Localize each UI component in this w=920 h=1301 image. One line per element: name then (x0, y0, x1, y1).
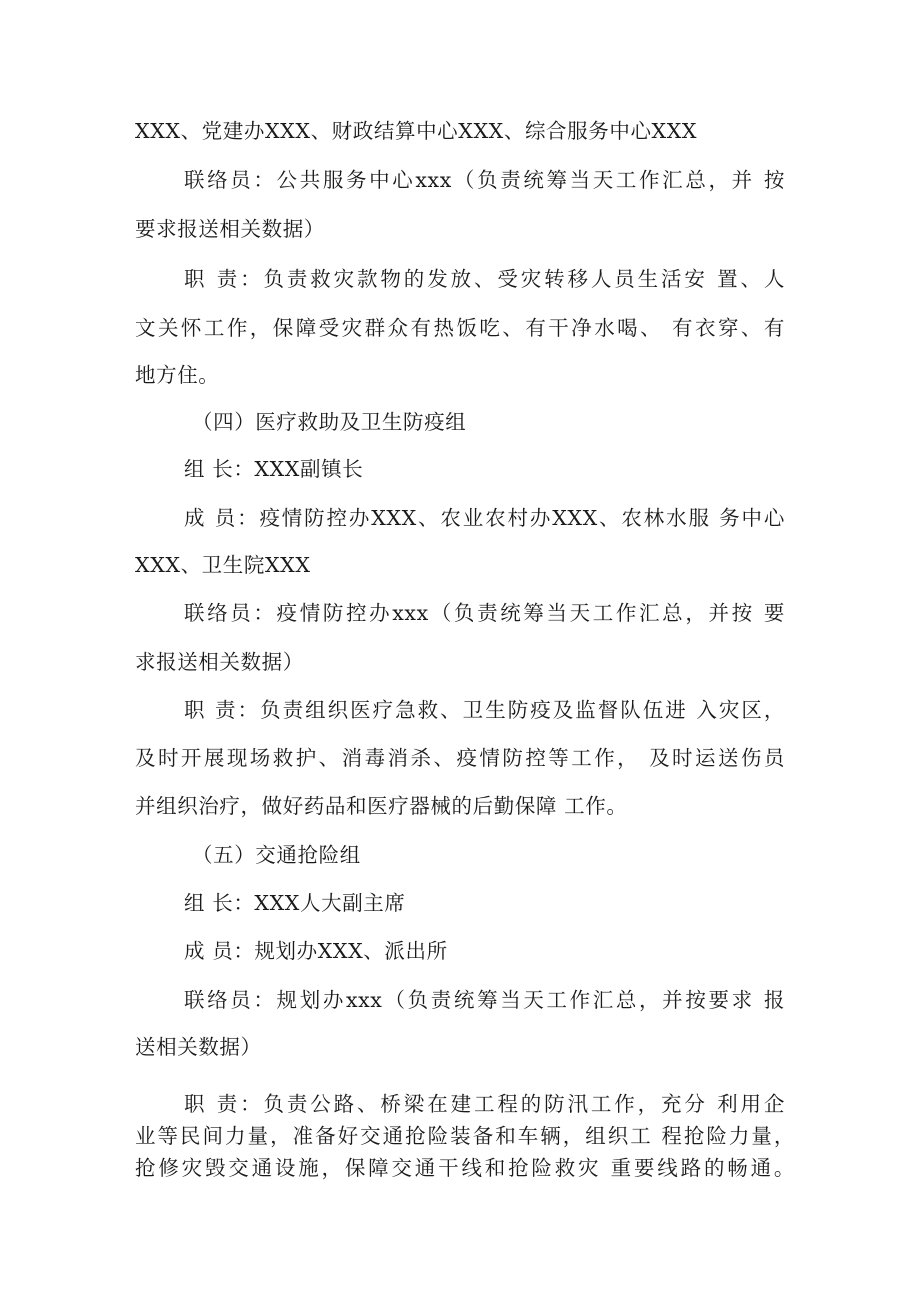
text-line: 成 员：规划办XXX、派出所 (184, 939, 448, 963)
text-line: 文关怀工作，保障受灾群众有热饭吃、有干净水喝、 有衣穿、有 (135, 316, 785, 340)
text-line: 业等民间力量，准备好交通抢险装备和车辆，组织工 程抢险力量， (135, 1124, 795, 1148)
text-line: 联络员：规划办xxx（负责统筹当天工作汇总，并按要求 报 (184, 988, 785, 1012)
text-line: 并组织治疗，做好药品和医疗器械的后勤保障 工作。 (135, 794, 628, 818)
text-line: 地方住。 (135, 363, 220, 387)
section-heading: （四）医疗救助及卫生防疫组 (192, 410, 467, 434)
text-line: 职 责：负责公路、桥梁在建工程的防汛工作，充分 利用企 (184, 1092, 785, 1116)
text-line: 送相关数据） (135, 1035, 262, 1059)
text-line: 及时开展现场救护、消毒消杀、疫情防控等工作， 及时运送伤员 (135, 746, 785, 770)
section-heading: （五）交通抢险组 (192, 843, 361, 867)
text-line: XXX、卫生院XXX (135, 553, 311, 577)
text-line: 职 责：负责组织医疗急救、卫生防疫及监督队伍进 入灾区， (184, 698, 785, 722)
text-line: 抢修灾毁交通设施，保障交通干线和抢险救灾 重要线路的畅通。 (135, 1156, 795, 1180)
text-line: 要求报送相关数据） (135, 217, 325, 241)
text-line: 成 员：疫情防控办XXX、农业农村办XXX、农林水服 务中心 (184, 506, 785, 530)
text-line: 职 责：负责救灾款物的发放、受灾转移人员生活安 置、人 (184, 267, 785, 291)
text-line: 联络员：疫情防控办xxx（负责统筹当天工作汇总，并按 要 (184, 601, 785, 625)
text-line: 求报送相关数据） (135, 650, 304, 674)
text-line: 组 长：XXX副镇长 (184, 457, 364, 481)
text-line: 联络员：公共服务中心xxx（负责统筹当天工作汇总，并 按 (184, 168, 785, 192)
text-line: XXX、党建办XXX、财政结算中心XXX、综合服务中心XXX (135, 119, 698, 143)
text-line: 组 长：XXX人大副主席 (184, 891, 406, 915)
